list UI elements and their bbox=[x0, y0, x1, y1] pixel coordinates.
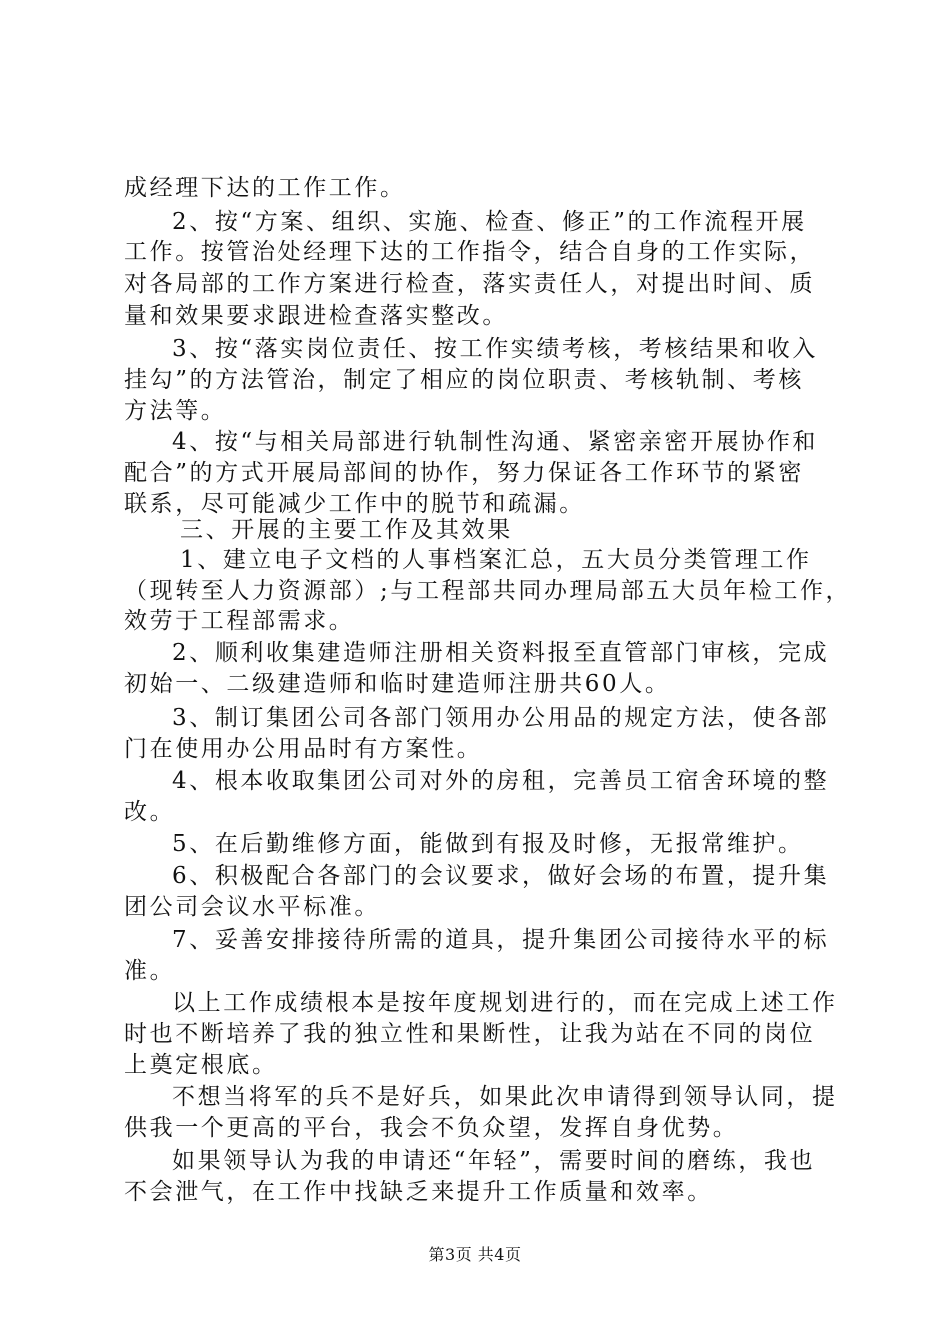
text-line: 时也不断培养了我的独立性和果断性，让我为站在不同的岗位 bbox=[124, 1021, 816, 1047]
section-heading: 三、开展的主要工作及其效果 bbox=[180, 517, 513, 543]
text-line: 2、按“方案、组织、实施、检查、修正”的工作流程开展 bbox=[172, 209, 807, 235]
text-line: 门在使用办公用品时有方案性。 bbox=[124, 736, 483, 762]
text-line: 4、根本收取集团公司对外的房租，完善员工宿舍环境的整 bbox=[172, 768, 830, 794]
text-line: 4、按“与相关局部进行轨制性沟通、紧密亲密开展协作和 bbox=[172, 429, 818, 455]
text-line: 联系，尽可能减少工作中的脱节和疏漏。 bbox=[124, 491, 585, 517]
text-line: 不会泄气，在工作中找缺乏来提升工作质量和效率。 bbox=[124, 1179, 713, 1205]
text-line: 1、建立电子文档的人事档案汇总，五大员分类管理工作 bbox=[180, 547, 812, 573]
text-line: 初始一、二级建造师和临时建造师注册共60人。 bbox=[124, 671, 671, 697]
text-line: 改。 bbox=[124, 799, 176, 825]
text-line: 如果领导认为我的申请还“年轻”，需要时间的磨练，我也 bbox=[172, 1148, 816, 1174]
text-line: 3、按“落实岗位责任、按工作实绩考核，考核结果和收入 bbox=[172, 336, 818, 362]
text-line: 上奠定根底。 bbox=[124, 1052, 278, 1078]
text-line: 团公司会议水平标准。 bbox=[124, 894, 380, 920]
text-line: 挂勾”的方法管治，制定了相应的岗位职责、考核轨制、考核 bbox=[124, 367, 804, 393]
text-line: 供我一个更高的平台，我会不负众望，发挥自身优势。 bbox=[124, 1115, 739, 1141]
text-line: （现转至人力资源部）;与工程部共同办理局部五大员年检工作， bbox=[124, 578, 852, 604]
text-line: 量和效果要求跟进检查落实整改。 bbox=[124, 303, 508, 329]
text-line: 7、妥善安排接待所需的道具，提升集团公司接待水平的标 bbox=[172, 927, 830, 953]
text-line: 方法等。 bbox=[124, 398, 227, 424]
text-line: 准。 bbox=[124, 958, 176, 984]
text-line: 以上工作成绩根本是按年度规划进行的，而在完成上述工作 bbox=[172, 990, 838, 1016]
text-line: 工作。按管治处经理下达的工作指令，结合自身的工作实际， bbox=[124, 239, 816, 265]
text-line: 2、顺利收集建造师注册相关资料报至直管部门审核，完成 bbox=[172, 640, 830, 666]
text-line: 成经理下达的工作工作。 bbox=[124, 175, 406, 201]
text-line: 6、积极配合各部门的会议要求，做好会场的布置，提升集 bbox=[172, 863, 830, 889]
text-line: 3、制订集团公司各部门领用办公用品的规定方法，使各部 bbox=[172, 705, 830, 731]
text-line: 不想当将军的兵不是好兵，如果此次申请得到领导认同，提 bbox=[172, 1084, 838, 1110]
text-line: 对各局部的工作方案进行检查，落实责任人，对提出时间、质 bbox=[124, 271, 816, 297]
text-line: 效劳于工程部需求。 bbox=[124, 608, 355, 634]
text-line: 5、在后勤维修方面，能做到有报及时修，无报常维护。 bbox=[172, 831, 804, 857]
page-number-footer: 第3页 共4页 bbox=[428, 1245, 522, 1264]
text-line: 配合”的方式开展局部间的协作，努力保证各工作环节的紧密 bbox=[124, 460, 804, 486]
